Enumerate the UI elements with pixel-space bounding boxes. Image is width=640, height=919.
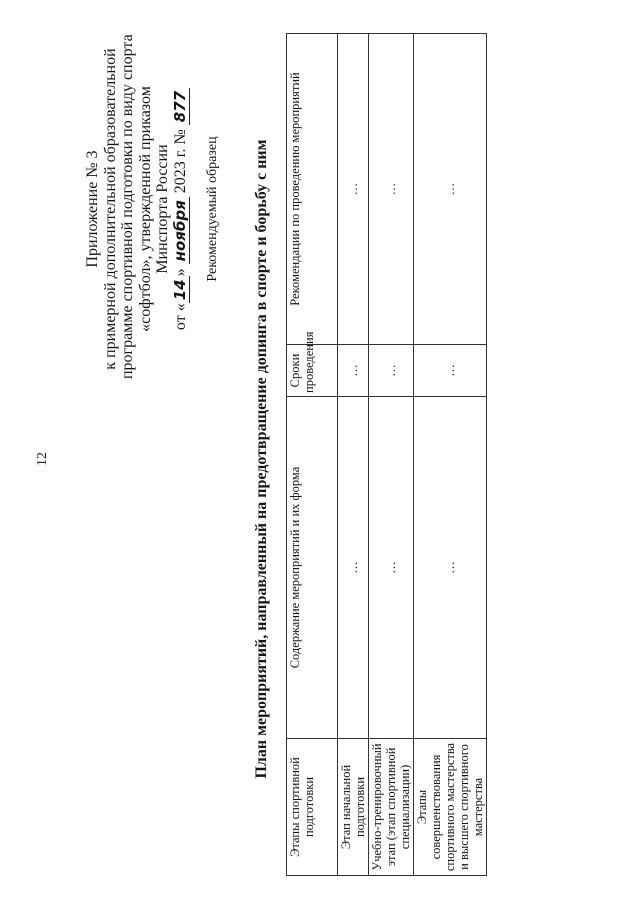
column-header: Содержание мероприятий и их форма bbox=[287, 397, 338, 739]
recommendations-cell: … bbox=[338, 34, 369, 345]
dates-cell: … bbox=[369, 345, 414, 397]
content-cell: … bbox=[369, 397, 414, 739]
sample-label: Рекомендуемый образец bbox=[205, 136, 220, 282]
table-row bbox=[369, 34, 414, 876]
column-header: Рекомендации по проведению мероприятий bbox=[287, 34, 338, 345]
table-row bbox=[414, 34, 487, 876]
header-line: «софтбол», утвержденной приказом bbox=[136, 86, 154, 332]
header-line: Минспорта России bbox=[154, 144, 171, 274]
dates-cell: … bbox=[414, 345, 487, 397]
recommendations-cell: … bbox=[414, 34, 487, 345]
dates-cell: … bbox=[338, 345, 369, 397]
order-date-line bbox=[172, 39, 191, 379]
table-header-row bbox=[287, 34, 338, 876]
recommendations-cell: … bbox=[369, 34, 414, 345]
stage-cell: Этап начальной подготовки bbox=[338, 739, 369, 876]
stage-cell: Этапы совершенствования спортивного мастерства и высшего спортивного мастерства bbox=[414, 739, 487, 876]
order-prefix: от « bbox=[171, 303, 189, 331]
stage-cell: Учебно-тренировочный этап (этап спортивной специализации) bbox=[369, 739, 414, 876]
order-mid: » bbox=[171, 264, 189, 277]
order-number-handwritten: 877 bbox=[172, 88, 191, 125]
header-line: Приложение № 3 bbox=[84, 150, 101, 268]
header-line: программе спортивной подготовки по виду спорта bbox=[119, 34, 136, 379]
appendix-header bbox=[84, 34, 190, 379]
header-line: к примерной дополнительной образовательной bbox=[101, 48, 119, 370]
column-header: Этапы спортивной подготовки bbox=[287, 739, 338, 876]
content-cell: … bbox=[338, 397, 369, 739]
table-row bbox=[338, 34, 369, 876]
page-number: 12 bbox=[35, 452, 50, 466]
document-title: План мероприятий, направленный на предотвращение допинга в спорте и борьбу с ним bbox=[253, 139, 270, 779]
order-month-handwritten: ноября bbox=[172, 197, 191, 264]
content-cell: … bbox=[414, 397, 487, 739]
order-year: 2023 г. № bbox=[171, 125, 189, 198]
order-day-handwritten: 14 bbox=[172, 276, 191, 303]
column-header: Сроки проведения bbox=[287, 345, 338, 397]
plan-table bbox=[286, 33, 487, 876]
